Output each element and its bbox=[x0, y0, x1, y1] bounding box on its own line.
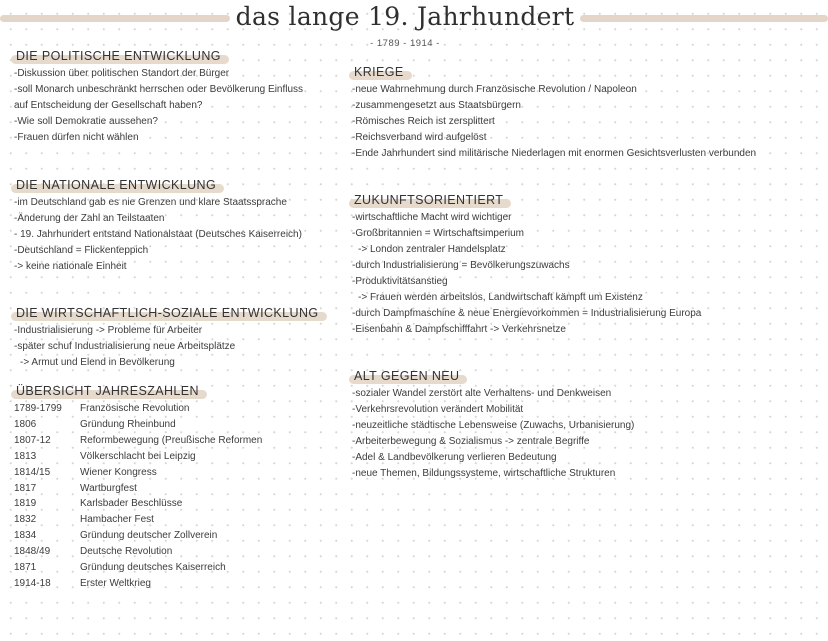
section-uebersicht-jahreszahlen bbox=[14, 382, 314, 592]
section-alt-gegen-neu bbox=[352, 367, 634, 482]
section-heading: DIE NATIONALE ENTWICKLUNG bbox=[14, 178, 220, 192]
timeline-row bbox=[14, 544, 314, 560]
section-heading: ZUKUNFTSORIENTIERT bbox=[352, 193, 507, 207]
note-line: -Änderung der Zahl an Teilstaaten bbox=[14, 213, 165, 224]
section-heading: ÜBERSICHT JAHRESZAHLEN bbox=[14, 384, 203, 398]
timeline-event: Reformbewegung (Preußische Reformen bbox=[80, 434, 263, 446]
title-decoration-left bbox=[0, 15, 230, 22]
note-line: -später schuf Industrialisierung neue Arbeitsplätze bbox=[14, 341, 236, 352]
timeline-year: 1817 bbox=[14, 482, 37, 494]
timeline-year: 1806 bbox=[14, 418, 37, 430]
note-line: -Römisches Reich ist zersplittert bbox=[352, 116, 495, 127]
note-line: -neuzeitliche städtische Lebensweise (Zuwachs, Urbanisierung) bbox=[352, 420, 635, 431]
section-kriege bbox=[352, 63, 756, 162]
timeline-row bbox=[14, 496, 314, 512]
note-line: -Wie soll Demokratie aussehen? bbox=[14, 116, 158, 127]
note-line: - 19. Jahrhundert entstand Nationalstaat (Deutsches Kaiserreich) bbox=[14, 229, 302, 240]
page-title: das lange 19. Jahrhundert bbox=[235, 2, 575, 31]
timeline-year: 1871 bbox=[14, 562, 37, 574]
timeline-year: 1914-18 bbox=[14, 577, 51, 589]
timeline-event: Französische Revolution bbox=[80, 403, 190, 414]
timeline-year: 1813 bbox=[14, 450, 37, 462]
note-line: -neue Wahrnehmung durch Französische Revolution / Napoleon bbox=[352, 84, 637, 95]
timeline-event: Karlsbader Beschlüsse bbox=[80, 498, 183, 510]
note-line: -wirtschaftliche Macht wird wichtiger bbox=[352, 212, 512, 223]
section-nationale-entwicklung bbox=[14, 176, 302, 275]
note-line: -> keine nationale Einheit bbox=[14, 261, 127, 272]
timeline-year: 1807-12 bbox=[14, 434, 51, 446]
timeline-row bbox=[14, 465, 314, 481]
timeline-row bbox=[14, 560, 314, 576]
timeline-event: Deutsche Revolution bbox=[80, 546, 173, 558]
note-line: -Großbritannien = Wirtschaftsimperium bbox=[352, 228, 524, 239]
note-line: -Verkehrsrevolution verändert Mobilität bbox=[352, 404, 524, 415]
timeline-event: Hambacher Fest bbox=[80, 514, 154, 526]
note-line: -Produktivitätsanstieg bbox=[352, 276, 448, 287]
timeline-row bbox=[14, 576, 314, 592]
timeline-year: 1814/15 bbox=[14, 466, 51, 478]
note-line: -durch Industrialisierung = Bevölkerungszuwachs bbox=[352, 260, 570, 271]
section-zukunftsorientiert bbox=[352, 191, 701, 338]
note-line: -soll Monarch unbeschränkt herrschen oder Bevölkerung Einfluss bbox=[14, 84, 304, 95]
timeline-row bbox=[14, 401, 314, 417]
section-heading: ALT GEGEN NEU bbox=[352, 369, 463, 383]
timeline-year: 1819 bbox=[14, 498, 37, 510]
timeline-row bbox=[14, 481, 314, 497]
timeline-row bbox=[14, 528, 314, 544]
note-line: -Eisenbahn & Dampfschifffahrt -> Verkehrsnetze bbox=[352, 324, 566, 335]
timeline-year: 1832 bbox=[14, 514, 37, 526]
section-heading: DIE POLITISCHE ENTWICKLUNG bbox=[14, 49, 225, 63]
note-line: -Industrialisierung -> Probleme für Arbeiter bbox=[14, 325, 203, 336]
note-line: -> Frauen werden arbeitslos, Landwirtschaft kämpft um Existenz bbox=[358, 292, 643, 303]
section-politische-entwicklung bbox=[14, 47, 303, 146]
note-line: -> London zentraler Handelsplatz bbox=[358, 244, 506, 255]
note-line: auf Entscheidung der Gesellschaft haben? bbox=[14, 100, 203, 111]
note-line: -neue Themen, Bildungssysteme, wirtschaftliche Strukturen bbox=[352, 468, 616, 479]
note-line: -Arbeiterbewegung & Sozialismus -> zentrale Begriffe bbox=[352, 436, 590, 447]
timeline-year: 1789-1799 bbox=[14, 403, 62, 414]
timeline-event: Erster Weltkrieg bbox=[80, 577, 151, 589]
note-line: -> Armut und Elend in Bevölkerung bbox=[20, 357, 175, 368]
section-wirtschaftlich-soziale-entwicklung bbox=[14, 304, 323, 371]
note-line: -Adel & Landbevölkerung verlieren Bedeutung bbox=[352, 452, 557, 463]
title-decoration-right bbox=[580, 15, 828, 22]
page-subtitle: - 1789 - 1914 - bbox=[370, 38, 440, 49]
timeline-row bbox=[14, 449, 314, 465]
timeline-event: Gründung deutsches Kaiserreich bbox=[80, 562, 226, 574]
timeline-event: Wiener Kongress bbox=[80, 466, 157, 478]
timeline-event: Gründung Rheinbund bbox=[80, 418, 176, 430]
timeline-row bbox=[14, 417, 314, 433]
note-line: -durch Dampfmaschine & neue Energievorkommen = Industrialisierung Europa bbox=[352, 308, 702, 319]
timeline-event: Gründung deutscher Zollverein bbox=[80, 530, 218, 542]
timeline-year: 1848/49 bbox=[14, 546, 51, 558]
note-line: -Frauen dürfen nicht wählen bbox=[14, 132, 139, 143]
note-line: -Reichsverband wird aufgelöst bbox=[352, 132, 487, 143]
timeline-row bbox=[14, 433, 314, 449]
note-line: -Ende Jahrhundert sind militärische Niederlagen mit enormen Gesichtsverlusten verbunden bbox=[352, 148, 757, 159]
timeline-row bbox=[14, 512, 314, 528]
timeline-year: 1834 bbox=[14, 530, 37, 542]
note-line: -sozialer Wandel zerstört alte Verhaltens- und Denkweisen bbox=[352, 388, 612, 399]
section-heading: DIE WIRTSCHAFTLICH-SOZIALE ENTWICKLUNG bbox=[14, 306, 323, 320]
timeline-event: Wartburgfest bbox=[80, 482, 137, 494]
note-line: -Diskussion über politischen Standort der Bürger bbox=[14, 68, 230, 79]
note-line: -zusammengesetzt aus Staatsbürgern bbox=[352, 100, 521, 111]
note-line: -Deutschland = Flickenteppich bbox=[14, 245, 149, 256]
section-heading: KRIEGE bbox=[352, 65, 408, 79]
note-line: -im Deutschland gab es nie Grenzen und klare Staatssprache bbox=[14, 197, 287, 208]
timeline-event: Völkerschlacht bei Leipzig bbox=[80, 450, 196, 462]
